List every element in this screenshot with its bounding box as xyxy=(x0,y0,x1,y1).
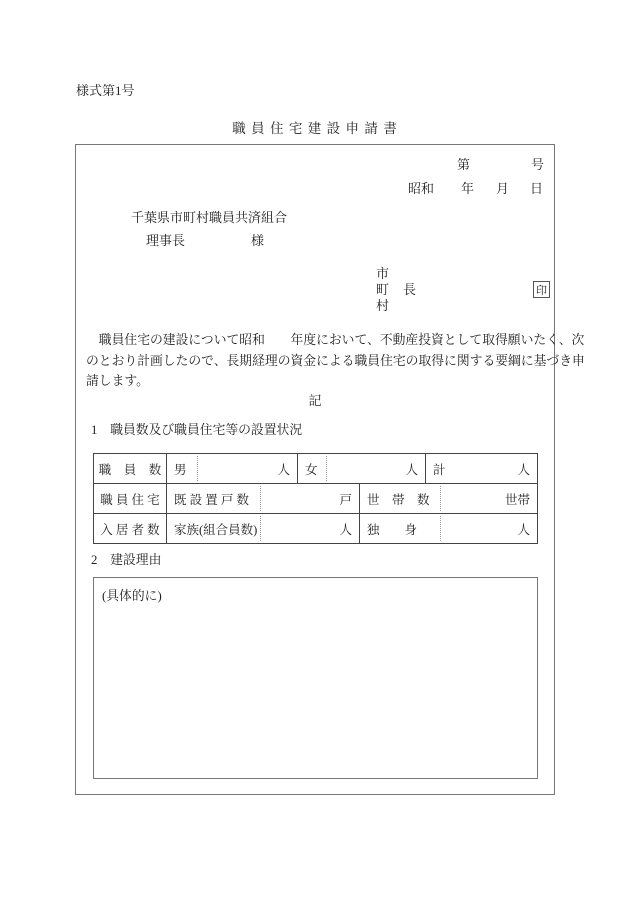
paragraph-line-2: のとおり計画したので、長期経理の資金による職員住宅の取得に関する要綱に基づき申 xyxy=(86,353,585,368)
recipient-organization: 千葉県市町村職員共済組合 xyxy=(131,210,288,225)
application-paragraph xyxy=(86,330,585,392)
table-row-residents xyxy=(94,514,537,543)
total-count-cell xyxy=(426,454,537,483)
seal-character: 印 xyxy=(536,284,547,297)
document-title: 職 員 住 宅 建 設 申 請 書 xyxy=(232,121,398,136)
recipient-title: 理事長 xyxy=(146,233,186,248)
single-dotted-divider xyxy=(440,516,441,541)
family-dotted-divider xyxy=(260,516,261,541)
table-row-staff-count xyxy=(94,454,537,484)
row1-header-label: 職 員 数 xyxy=(98,462,162,477)
seal-stamp-box xyxy=(533,281,550,298)
existing-units-cell xyxy=(167,484,360,513)
reason-note: (具体的に) xyxy=(102,589,162,603)
row3-header-label: 入 居 者 数 xyxy=(100,522,160,537)
section2-heading: 2 建設理由 xyxy=(91,553,162,567)
single-unit-label: 人 xyxy=(517,522,530,537)
sender-chief-label: 長 xyxy=(403,282,417,297)
row3-header-cell xyxy=(94,514,167,543)
female-count-cell xyxy=(298,454,426,483)
single-count-cell xyxy=(360,514,537,543)
table-row-staff-housing xyxy=(94,484,537,514)
form-number: 様式第1号 xyxy=(76,83,135,98)
household-count-cell xyxy=(360,484,537,513)
paragraph-line-1: 職員住宅の建設について昭和 年度において、不動産投資として取得願いたく、次 xyxy=(86,333,585,347)
household-dotted-divider xyxy=(440,486,441,511)
date-era-label: 昭和 xyxy=(408,181,435,196)
date-day-label: 日 xyxy=(530,181,544,196)
family-count-cell xyxy=(167,514,360,543)
total-unit-label: 人 xyxy=(517,462,530,477)
form-border-box xyxy=(75,144,585,795)
staff-housing-table xyxy=(93,453,538,544)
date-year-label: 年 xyxy=(461,181,475,196)
family-label: 家族(組合員数) xyxy=(174,522,258,537)
household-label: 世 帯 数 xyxy=(367,492,430,507)
male-dotted-divider xyxy=(197,456,198,481)
female-label: 女 xyxy=(305,462,318,477)
sender-city-label: 市 xyxy=(376,266,390,281)
existing-units-label: 既 設 置 戸 数 xyxy=(174,492,250,507)
total-label: 計 xyxy=(433,462,446,477)
row2-header-label: 職 員 住 宅 xyxy=(100,492,160,507)
construction-reason-box xyxy=(93,577,538,779)
doc-number-prefix: 第 xyxy=(457,157,471,172)
existing-units-unit-label: 戸 xyxy=(339,492,352,507)
household-unit-label: 世帯 xyxy=(504,492,530,507)
record-marker: 記 xyxy=(308,393,322,408)
row1-header-cell xyxy=(94,454,167,483)
section1-heading: 1 職員数及び職員住宅等の設置状況 xyxy=(91,423,303,437)
male-unit-label: 人 xyxy=(277,462,290,477)
doc-number-suffix: 号 xyxy=(531,157,545,172)
existing-units-dotted-divider xyxy=(260,486,261,511)
recipient-honorific: 様 xyxy=(251,233,265,248)
date-month-label: 月 xyxy=(496,181,510,196)
female-unit-label: 人 xyxy=(405,462,418,477)
family-unit-label: 人 xyxy=(339,522,352,537)
paragraph-line-3: 請します。 xyxy=(86,374,149,388)
sender-village-label: 村 xyxy=(376,298,390,313)
row2-header-cell xyxy=(94,484,167,513)
sender-town-label: 町 xyxy=(376,282,390,297)
female-dotted-divider xyxy=(326,456,327,481)
male-count-cell xyxy=(167,454,298,483)
single-label: 独 身 xyxy=(367,522,418,537)
male-label: 男 xyxy=(174,462,187,477)
